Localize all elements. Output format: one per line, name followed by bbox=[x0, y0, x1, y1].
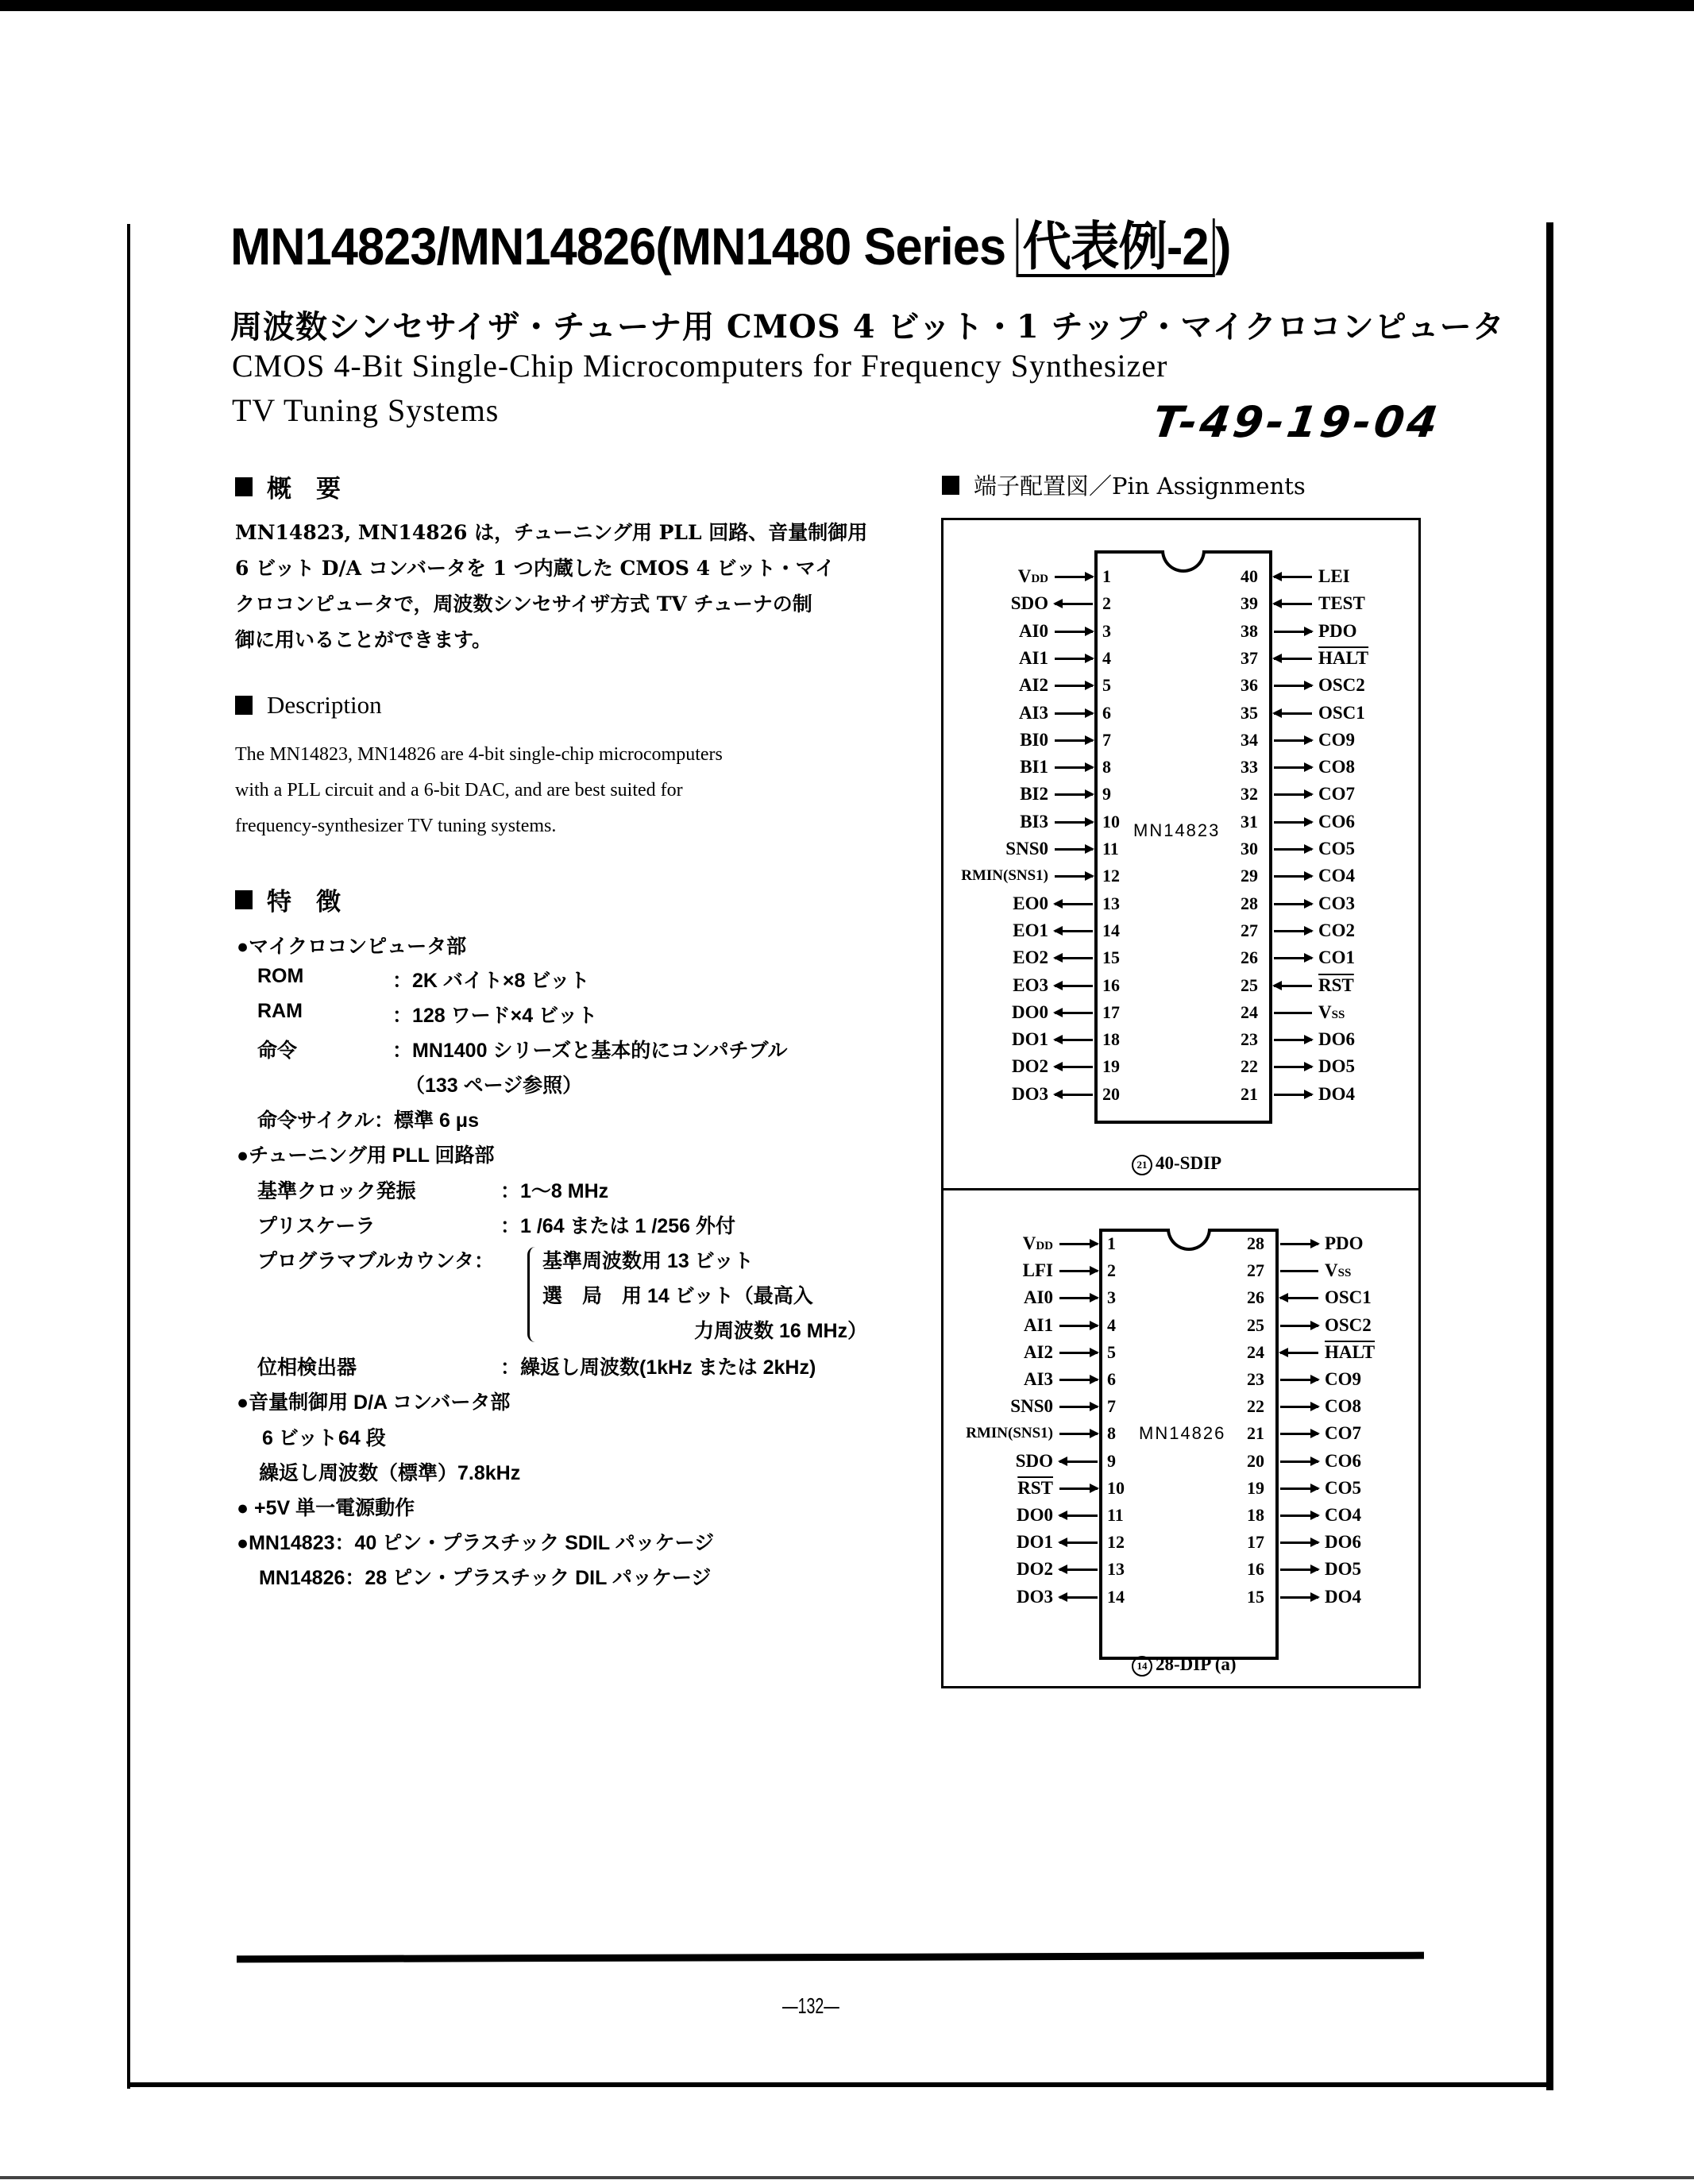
pin-number: 25 bbox=[1247, 1314, 1264, 1335]
arrow-left-icon bbox=[1280, 1352, 1318, 1354]
feature-dac-heading: ●音量制御用 D/A コンバータ部 bbox=[237, 1391, 511, 1414]
pin-number: 19 bbox=[1247, 1477, 1264, 1498]
pin-assignments-heading bbox=[942, 469, 1306, 501]
feature-phase bbox=[257, 1352, 816, 1380]
arrow-right-icon bbox=[1274, 903, 1312, 905]
pin-label: DO5 bbox=[1318, 1056, 1355, 1077]
arrow-right-icon bbox=[1059, 1352, 1098, 1354]
subtitle-japanese: 周波数シンセサイザ・チューナ用 CMOS 4 ビット・1 チップ・マイクロコンピュータ bbox=[230, 308, 1505, 345]
pin-line bbox=[1280, 1270, 1318, 1272]
pin-label: CO2 bbox=[1318, 920, 1355, 940]
rom-label: ROM bbox=[257, 965, 304, 987]
arrow-right-icon bbox=[1059, 1325, 1098, 1327]
clock-label: 基準クロック発振 bbox=[257, 1180, 416, 1202]
pin-label: TEST bbox=[1318, 593, 1365, 614]
pin-label: CO3 bbox=[1318, 893, 1355, 913]
arrow-right-icon bbox=[1280, 1515, 1318, 1517]
pin-label: DO6 bbox=[1318, 1029, 1355, 1050]
arrow-left-icon bbox=[1274, 603, 1312, 605]
arrow-right-icon bbox=[1055, 658, 1093, 660]
chip-name: MN14823 bbox=[1133, 820, 1221, 840]
page-number: —132— bbox=[782, 1993, 839, 2018]
pin-label: SDO bbox=[1010, 593, 1048, 614]
pin-number: 18 bbox=[1102, 1029, 1120, 1050]
counter-value-2: 選 局 用 14 ビット（最高入 bbox=[542, 1285, 813, 1307]
page-right-border bbox=[1546, 222, 1553, 2090]
overview-body bbox=[235, 515, 867, 658]
pin-label: EO2 bbox=[1013, 947, 1048, 968]
pin-label: AI1 bbox=[1018, 647, 1048, 668]
square-bullet-icon bbox=[235, 696, 253, 715]
pin-number: 13 bbox=[1107, 1559, 1125, 1580]
arrow-right-icon bbox=[1274, 685, 1312, 687]
pin-number: 8 bbox=[1107, 1423, 1116, 1444]
pin-label: AI0 bbox=[1023, 1287, 1053, 1308]
pin-label: RMIN(SNS1) bbox=[966, 1425, 1053, 1442]
arrow-right-icon bbox=[1280, 1243, 1318, 1245]
pin-label: CO5 bbox=[1325, 1477, 1361, 1498]
prescaler-value: ：1 /64 または 1 /256 外付 bbox=[500, 1215, 735, 1237]
feature-ram bbox=[257, 1000, 597, 1028]
pin-number: 16 bbox=[1102, 974, 1120, 995]
feature-prescaler bbox=[257, 1210, 735, 1239]
pin-assignments-heading-text: 端子配置図／Pin Assignments bbox=[974, 473, 1306, 500]
arrow-left-icon bbox=[1059, 1461, 1098, 1463]
pin-label: CO9 bbox=[1318, 729, 1355, 750]
pin-number: 15 bbox=[1247, 1586, 1264, 1607]
pin-number: 17 bbox=[1102, 1001, 1120, 1022]
phase-label: 位相検出器 bbox=[257, 1356, 357, 1379]
pin-label: CO1 bbox=[1318, 947, 1355, 968]
arrow-left-icon bbox=[1055, 1066, 1093, 1068]
arrow-left-icon bbox=[1280, 1297, 1318, 1299]
arrow-right-icon bbox=[1274, 1094, 1312, 1096]
pin-number: 4 bbox=[1107, 1314, 1116, 1335]
pin-number: 1 bbox=[1102, 566, 1111, 586]
pin-number: 12 bbox=[1102, 866, 1120, 886]
pin-label: BI0 bbox=[1020, 729, 1048, 750]
pin-number: 34 bbox=[1241, 729, 1258, 750]
pin-number: 3 bbox=[1102, 620, 1111, 641]
pin-label: CO9 bbox=[1325, 1369, 1361, 1389]
pin-label: OSC1 bbox=[1318, 702, 1365, 723]
pin-number: 3 bbox=[1107, 1287, 1116, 1308]
pin-label: DO0 bbox=[1017, 1505, 1053, 1525]
pin-label: EO3 bbox=[1013, 974, 1048, 995]
instruction-note: （133 ページ参照） bbox=[405, 1075, 583, 1097]
pin-label: AI2 bbox=[1023, 1341, 1053, 1362]
arrow-right-icon bbox=[1274, 930, 1312, 932]
instruction-label: 命令 bbox=[257, 1040, 298, 1062]
arrow-right-icon bbox=[1274, 821, 1312, 824]
pin-label: CO4 bbox=[1318, 866, 1355, 886]
pin-number: 8 bbox=[1102, 757, 1111, 778]
arrow-right-icon bbox=[1274, 793, 1312, 796]
overview-heading-text: 概 要 bbox=[267, 475, 341, 504]
pin-number: 23 bbox=[1241, 1029, 1258, 1050]
feature-dac-bits bbox=[262, 1422, 386, 1451]
pin-label: SNS0 bbox=[1010, 1396, 1053, 1417]
arrow-right-icon bbox=[1055, 848, 1093, 851]
overview-line: クロコンピュータで，周波数シンセサイザ方式 TV チューナの制 bbox=[235, 592, 812, 615]
pin-label: AI3 bbox=[1023, 1369, 1053, 1389]
pin-number: 17 bbox=[1247, 1532, 1264, 1553]
pin-number: 31 bbox=[1241, 811, 1258, 832]
title-text: MN14823/MN14826(MN1480 Series bbox=[230, 217, 1006, 276]
features-heading-text: 特 徴 bbox=[267, 888, 341, 916]
chip-notch-icon bbox=[1167, 1229, 1211, 1251]
pin-label: CO6 bbox=[1318, 811, 1355, 832]
counter-label: プログラマブルカウンタ： bbox=[257, 1250, 495, 1272]
arrow-right-icon bbox=[1055, 685, 1093, 687]
chip-name: MN14826 bbox=[1139, 1423, 1226, 1443]
pin-label: LFI bbox=[1022, 1260, 1053, 1281]
arrow-left-icon bbox=[1059, 1542, 1098, 1544]
arrow-left-icon bbox=[1274, 985, 1312, 987]
pin-number: 36 bbox=[1241, 675, 1258, 696]
prescaler-label: プリスケーラ bbox=[257, 1215, 376, 1237]
arrow-left-icon bbox=[1055, 1094, 1093, 1096]
arrow-left-icon bbox=[1059, 1515, 1098, 1517]
page-bottom-border bbox=[127, 2082, 1553, 2087]
circled-number-icon: 14 bbox=[1132, 1656, 1152, 1677]
feature-pll-heading: ●チューニング用 PLL 回路部 bbox=[237, 1144, 495, 1167]
pin-number: 28 bbox=[1247, 1233, 1264, 1253]
arrow-left-icon bbox=[1055, 903, 1093, 905]
overview-heading bbox=[235, 469, 341, 504]
pin-number: 15 bbox=[1102, 947, 1120, 968]
pin-label: DO4 bbox=[1325, 1586, 1361, 1607]
pin-label: DO1 bbox=[1017, 1532, 1053, 1553]
arrow-right-icon bbox=[1274, 1066, 1312, 1068]
description-line: The MN14823, MN14826 are 4-bit single-chip microcomputers bbox=[235, 744, 723, 765]
pin-label: DO2 bbox=[1017, 1559, 1053, 1580]
package-label-28-dip bbox=[1132, 1654, 1237, 1677]
feature-package-2: MN14826：28 ピン・プラスチック DIL パッケージ bbox=[259, 1567, 712, 1589]
instruction-value: ：MN1400 シリーズと基本的にコンパチブル bbox=[392, 1040, 788, 1062]
footer-rule bbox=[237, 1952, 1424, 1963]
pin-label: CO8 bbox=[1325, 1396, 1361, 1417]
pin-label: PDO bbox=[1318, 620, 1357, 641]
pin-label: BI2 bbox=[1020, 784, 1048, 805]
package-name: 28-DIP (a) bbox=[1156, 1654, 1237, 1674]
arrow-right-icon bbox=[1274, 1039, 1312, 1041]
arrow-right-icon bbox=[1055, 875, 1093, 878]
pin-label: DO3 bbox=[1017, 1586, 1053, 1607]
ram-label: RAM bbox=[257, 1000, 303, 1022]
pin-diagram-divider bbox=[941, 1188, 1421, 1190]
pin-label: SNS0 bbox=[1005, 839, 1048, 859]
pin-number: 22 bbox=[1247, 1396, 1264, 1417]
features-heading bbox=[235, 882, 341, 917]
pin-label: SDO bbox=[1015, 1450, 1053, 1471]
arrow-left-icon bbox=[1055, 1039, 1093, 1041]
arrow-right-icon bbox=[1280, 1406, 1318, 1408]
arrow-right-icon bbox=[1280, 1379, 1318, 1381]
package-label-40-sdip bbox=[1132, 1153, 1221, 1175]
pin-number: 6 bbox=[1102, 702, 1111, 723]
pin-number: 27 bbox=[1241, 920, 1258, 940]
arrow-right-icon bbox=[1274, 766, 1312, 769]
brace bbox=[527, 1247, 538, 1342]
title-box-label: 代表例-2 bbox=[1016, 218, 1215, 277]
arrow-right-icon bbox=[1274, 739, 1312, 742]
counter-value-3: 力周波数 16 MHz） bbox=[694, 1320, 868, 1342]
arrow-right-icon bbox=[1055, 821, 1093, 824]
pin-number: 10 bbox=[1102, 811, 1120, 832]
arrow-left-icon bbox=[1055, 957, 1093, 959]
arrow-right-icon bbox=[1280, 1488, 1318, 1490]
pin-number: 9 bbox=[1107, 1450, 1116, 1471]
pin-label: DO4 bbox=[1318, 1083, 1355, 1104]
circled-number-icon: 21 bbox=[1132, 1155, 1152, 1175]
scan-top-edge bbox=[0, 0, 1694, 11]
pin-label: DO1 bbox=[1012, 1029, 1048, 1050]
handwritten-code: T-49-19-04 bbox=[1149, 397, 1445, 447]
feature-clock bbox=[257, 1175, 608, 1204]
pin-number: 24 bbox=[1241, 1001, 1258, 1022]
arrow-right-icon bbox=[1055, 631, 1093, 633]
description-heading-text: Description bbox=[267, 691, 382, 719]
pin-label: CO8 bbox=[1318, 757, 1355, 778]
dac-bits: 6 ビット bbox=[262, 1427, 338, 1449]
overview-line: 御に用いることができます。 bbox=[235, 628, 492, 651]
pin-label: HALT bbox=[1318, 647, 1369, 668]
pin-label: $\overline{RST}$ bbox=[1318, 974, 1354, 995]
feature-instruction bbox=[257, 1035, 787, 1063]
cycle-value: ：標準 6 μs bbox=[374, 1109, 480, 1132]
pin-number: 39 bbox=[1241, 593, 1258, 614]
pin-number: 25 bbox=[1241, 974, 1258, 995]
arrow-left-icon bbox=[1059, 1596, 1098, 1599]
feature-cycle bbox=[257, 1105, 479, 1133]
arrow-left-icon bbox=[1059, 1569, 1098, 1571]
arrow-right-icon bbox=[1059, 1433, 1098, 1435]
pin-number: 27 bbox=[1247, 1260, 1264, 1281]
description-line: frequency-synthesizer TV tuning systems. bbox=[235, 816, 557, 836]
arrow-right-icon bbox=[1274, 875, 1312, 878]
pin-label: OSC1 bbox=[1325, 1287, 1372, 1308]
pin-number: 10 bbox=[1107, 1477, 1125, 1498]
pin-number: 19 bbox=[1102, 1056, 1120, 1077]
pin-label: VDD bbox=[1022, 1233, 1053, 1253]
scan-bottom-edge bbox=[0, 2176, 1694, 2179]
cycle-label: 命令サイクル bbox=[257, 1109, 375, 1132]
arrow-left-icon bbox=[1055, 603, 1093, 605]
square-bullet-icon bbox=[942, 476, 959, 495]
pin-number: 4 bbox=[1102, 647, 1111, 668]
pin-label: OSC2 bbox=[1318, 675, 1365, 696]
arrow-right-icon bbox=[1280, 1433, 1318, 1435]
arrow-right-icon bbox=[1280, 1596, 1318, 1599]
title-close: ) bbox=[1214, 217, 1231, 276]
rom-value: ：2K バイト×8 ビット bbox=[392, 970, 590, 992]
pin-label: RMIN(SNS1) bbox=[961, 867, 1048, 885]
pin-number: 18 bbox=[1247, 1505, 1264, 1525]
pin-label: CO5 bbox=[1318, 839, 1355, 859]
arrow-right-icon bbox=[1055, 712, 1093, 715]
pin-label: $\overline{RST}$ bbox=[1017, 1477, 1053, 1498]
arrow-left-icon bbox=[1055, 930, 1093, 932]
pin-line bbox=[1274, 1012, 1312, 1014]
pin-label: DO5 bbox=[1325, 1559, 1361, 1580]
pin-label: VSS bbox=[1318, 1001, 1345, 1022]
pin-number: 29 bbox=[1241, 866, 1258, 886]
arrow-right-icon bbox=[1274, 957, 1312, 959]
pin-label: DO6 bbox=[1325, 1532, 1361, 1553]
pin-number: 28 bbox=[1241, 893, 1258, 913]
arrow-left-icon bbox=[1055, 1012, 1093, 1014]
feature-power: ● +5V 単一電源動作 bbox=[237, 1497, 415, 1519]
pin-number: 32 bbox=[1241, 784, 1258, 805]
feature-dac-freq: 繰返し周波数（標準）7.8kHz bbox=[259, 1462, 521, 1484]
pin-number: 2 bbox=[1107, 1260, 1116, 1281]
pin-label: BI1 bbox=[1020, 757, 1048, 778]
arrow-left-icon bbox=[1274, 576, 1312, 578]
pin-number: 37 bbox=[1241, 647, 1258, 668]
page-left-border bbox=[127, 224, 130, 2089]
pin-label: DO2 bbox=[1012, 1056, 1048, 1077]
overview-line: 6 ビット D/A コンバータを 1 つ内蔵した CMOS 4 ビット・マイ bbox=[235, 557, 835, 580]
arrow-right-icon bbox=[1274, 631, 1312, 633]
description-body bbox=[235, 737, 723, 844]
clock-value: ：1～8 MHz bbox=[500, 1180, 609, 1202]
arrow-left-icon bbox=[1055, 985, 1093, 987]
pin-label: CO7 bbox=[1325, 1423, 1361, 1444]
pin-label: VSS bbox=[1325, 1260, 1352, 1281]
pin-label: AI0 bbox=[1018, 620, 1048, 641]
page-title bbox=[230, 216, 1230, 277]
feature-micro-heading: ●マイクロコンピュータ部 bbox=[237, 936, 467, 958]
pin-number: 6 bbox=[1107, 1369, 1116, 1389]
arrow-right-icon bbox=[1059, 1297, 1098, 1299]
pin-label: BI3 bbox=[1020, 811, 1048, 832]
arrow-left-icon bbox=[1274, 712, 1312, 715]
package-name: 40-SDIP bbox=[1156, 1153, 1222, 1173]
pin-number: 11 bbox=[1102, 839, 1119, 859]
ram-value: ：128 ワード×4 ビット bbox=[392, 1005, 598, 1027]
pin-label: AI2 bbox=[1018, 675, 1048, 696]
pin-label: PDO bbox=[1325, 1233, 1364, 1253]
pin-number: 12 bbox=[1107, 1532, 1125, 1553]
feature-rom bbox=[257, 965, 589, 994]
pin-label: DO3 bbox=[1012, 1083, 1048, 1104]
arrow-right-icon bbox=[1059, 1406, 1098, 1408]
description-heading bbox=[235, 691, 382, 720]
arrow-right-icon bbox=[1059, 1243, 1098, 1245]
arrow-right-icon bbox=[1055, 576, 1093, 578]
description-line: with a PLL circuit and a 6-bit DAC, and are best suited for bbox=[235, 780, 683, 801]
counter-value-1: 基準周波数用 13 ビット bbox=[542, 1250, 754, 1272]
pin-label: HALT bbox=[1325, 1341, 1376, 1362]
arrow-right-icon bbox=[1059, 1488, 1098, 1490]
arrow-right-icon bbox=[1280, 1569, 1318, 1571]
dac-steps: 64 段 bbox=[338, 1427, 386, 1449]
feature-package-1: ●MN14823：40 ピン・プラスチック SDIL パッケージ bbox=[237, 1532, 715, 1554]
pin-label: LEI bbox=[1318, 566, 1350, 586]
arrow-right-icon bbox=[1280, 1325, 1318, 1327]
pin-number: 40 bbox=[1241, 566, 1258, 586]
arrow-right-icon bbox=[1055, 766, 1093, 769]
arrow-left-icon bbox=[1274, 658, 1312, 660]
pin-number: 21 bbox=[1247, 1423, 1264, 1444]
overview-line: MN14823, MN14826 は，チューニング用 PLL 回路、音量制御用 bbox=[235, 521, 868, 544]
pin-number: 7 bbox=[1102, 729, 1111, 750]
pin-number: 26 bbox=[1241, 947, 1258, 968]
subtitle-english-line1: CMOS 4-Bit Single-Chip Microcomputers for Frequency Synthesizer bbox=[232, 348, 1168, 384]
pin-number: 20 bbox=[1247, 1450, 1264, 1471]
subtitle-english-line2: TV Tuning Systems bbox=[232, 392, 500, 428]
pin-label: EO1 bbox=[1013, 920, 1048, 940]
arrow-right-icon bbox=[1280, 1542, 1318, 1544]
pin-label: EO0 bbox=[1013, 893, 1048, 913]
pin-number: 35 bbox=[1241, 702, 1258, 723]
phase-value: ：繰返し周波数(1kHz または 2kHz) bbox=[500, 1356, 816, 1379]
square-bullet-icon bbox=[235, 477, 253, 496]
pin-label: CO7 bbox=[1318, 784, 1355, 805]
pin-number: 30 bbox=[1241, 839, 1258, 859]
pin-number: 16 bbox=[1247, 1559, 1264, 1580]
pin-number: 14 bbox=[1107, 1586, 1125, 1607]
pin-number: 26 bbox=[1247, 1287, 1264, 1308]
pin-label: CO6 bbox=[1325, 1450, 1361, 1471]
pin-number: 23 bbox=[1247, 1369, 1264, 1389]
pin-label: AI3 bbox=[1018, 702, 1048, 723]
pin-number: 2 bbox=[1102, 593, 1111, 614]
arrow-right-icon bbox=[1280, 1461, 1318, 1463]
pin-number: 7 bbox=[1107, 1396, 1116, 1417]
pin-label: CO4 bbox=[1325, 1505, 1361, 1525]
pin-number: 22 bbox=[1241, 1056, 1258, 1077]
pin-label: OSC2 bbox=[1325, 1314, 1372, 1335]
chip-notch-icon bbox=[1161, 550, 1206, 573]
pin-number: 5 bbox=[1107, 1341, 1116, 1362]
pin-number: 5 bbox=[1102, 675, 1111, 696]
pin-label: VDD bbox=[1017, 566, 1048, 586]
pin-number: 20 bbox=[1102, 1083, 1120, 1104]
pin-number: 13 bbox=[1102, 893, 1120, 913]
arrow-right-icon bbox=[1274, 848, 1312, 851]
pin-number: 14 bbox=[1102, 920, 1120, 940]
pin-number: 33 bbox=[1241, 757, 1258, 778]
arrow-right-icon bbox=[1055, 793, 1093, 796]
pin-number: 24 bbox=[1247, 1341, 1264, 1362]
pin-number: 38 bbox=[1241, 620, 1258, 641]
arrow-right-icon bbox=[1059, 1270, 1098, 1272]
square-bullet-icon bbox=[235, 890, 253, 909]
arrow-right-icon bbox=[1055, 739, 1093, 742]
arrow-right-icon bbox=[1059, 1379, 1098, 1381]
pin-number: 11 bbox=[1107, 1505, 1124, 1525]
pin-number: 9 bbox=[1102, 784, 1111, 805]
pin-number: 21 bbox=[1241, 1083, 1258, 1104]
pin-number: 1 bbox=[1107, 1233, 1116, 1253]
pin-label: DO0 bbox=[1012, 1001, 1048, 1022]
pin-label: AI1 bbox=[1023, 1314, 1053, 1335]
